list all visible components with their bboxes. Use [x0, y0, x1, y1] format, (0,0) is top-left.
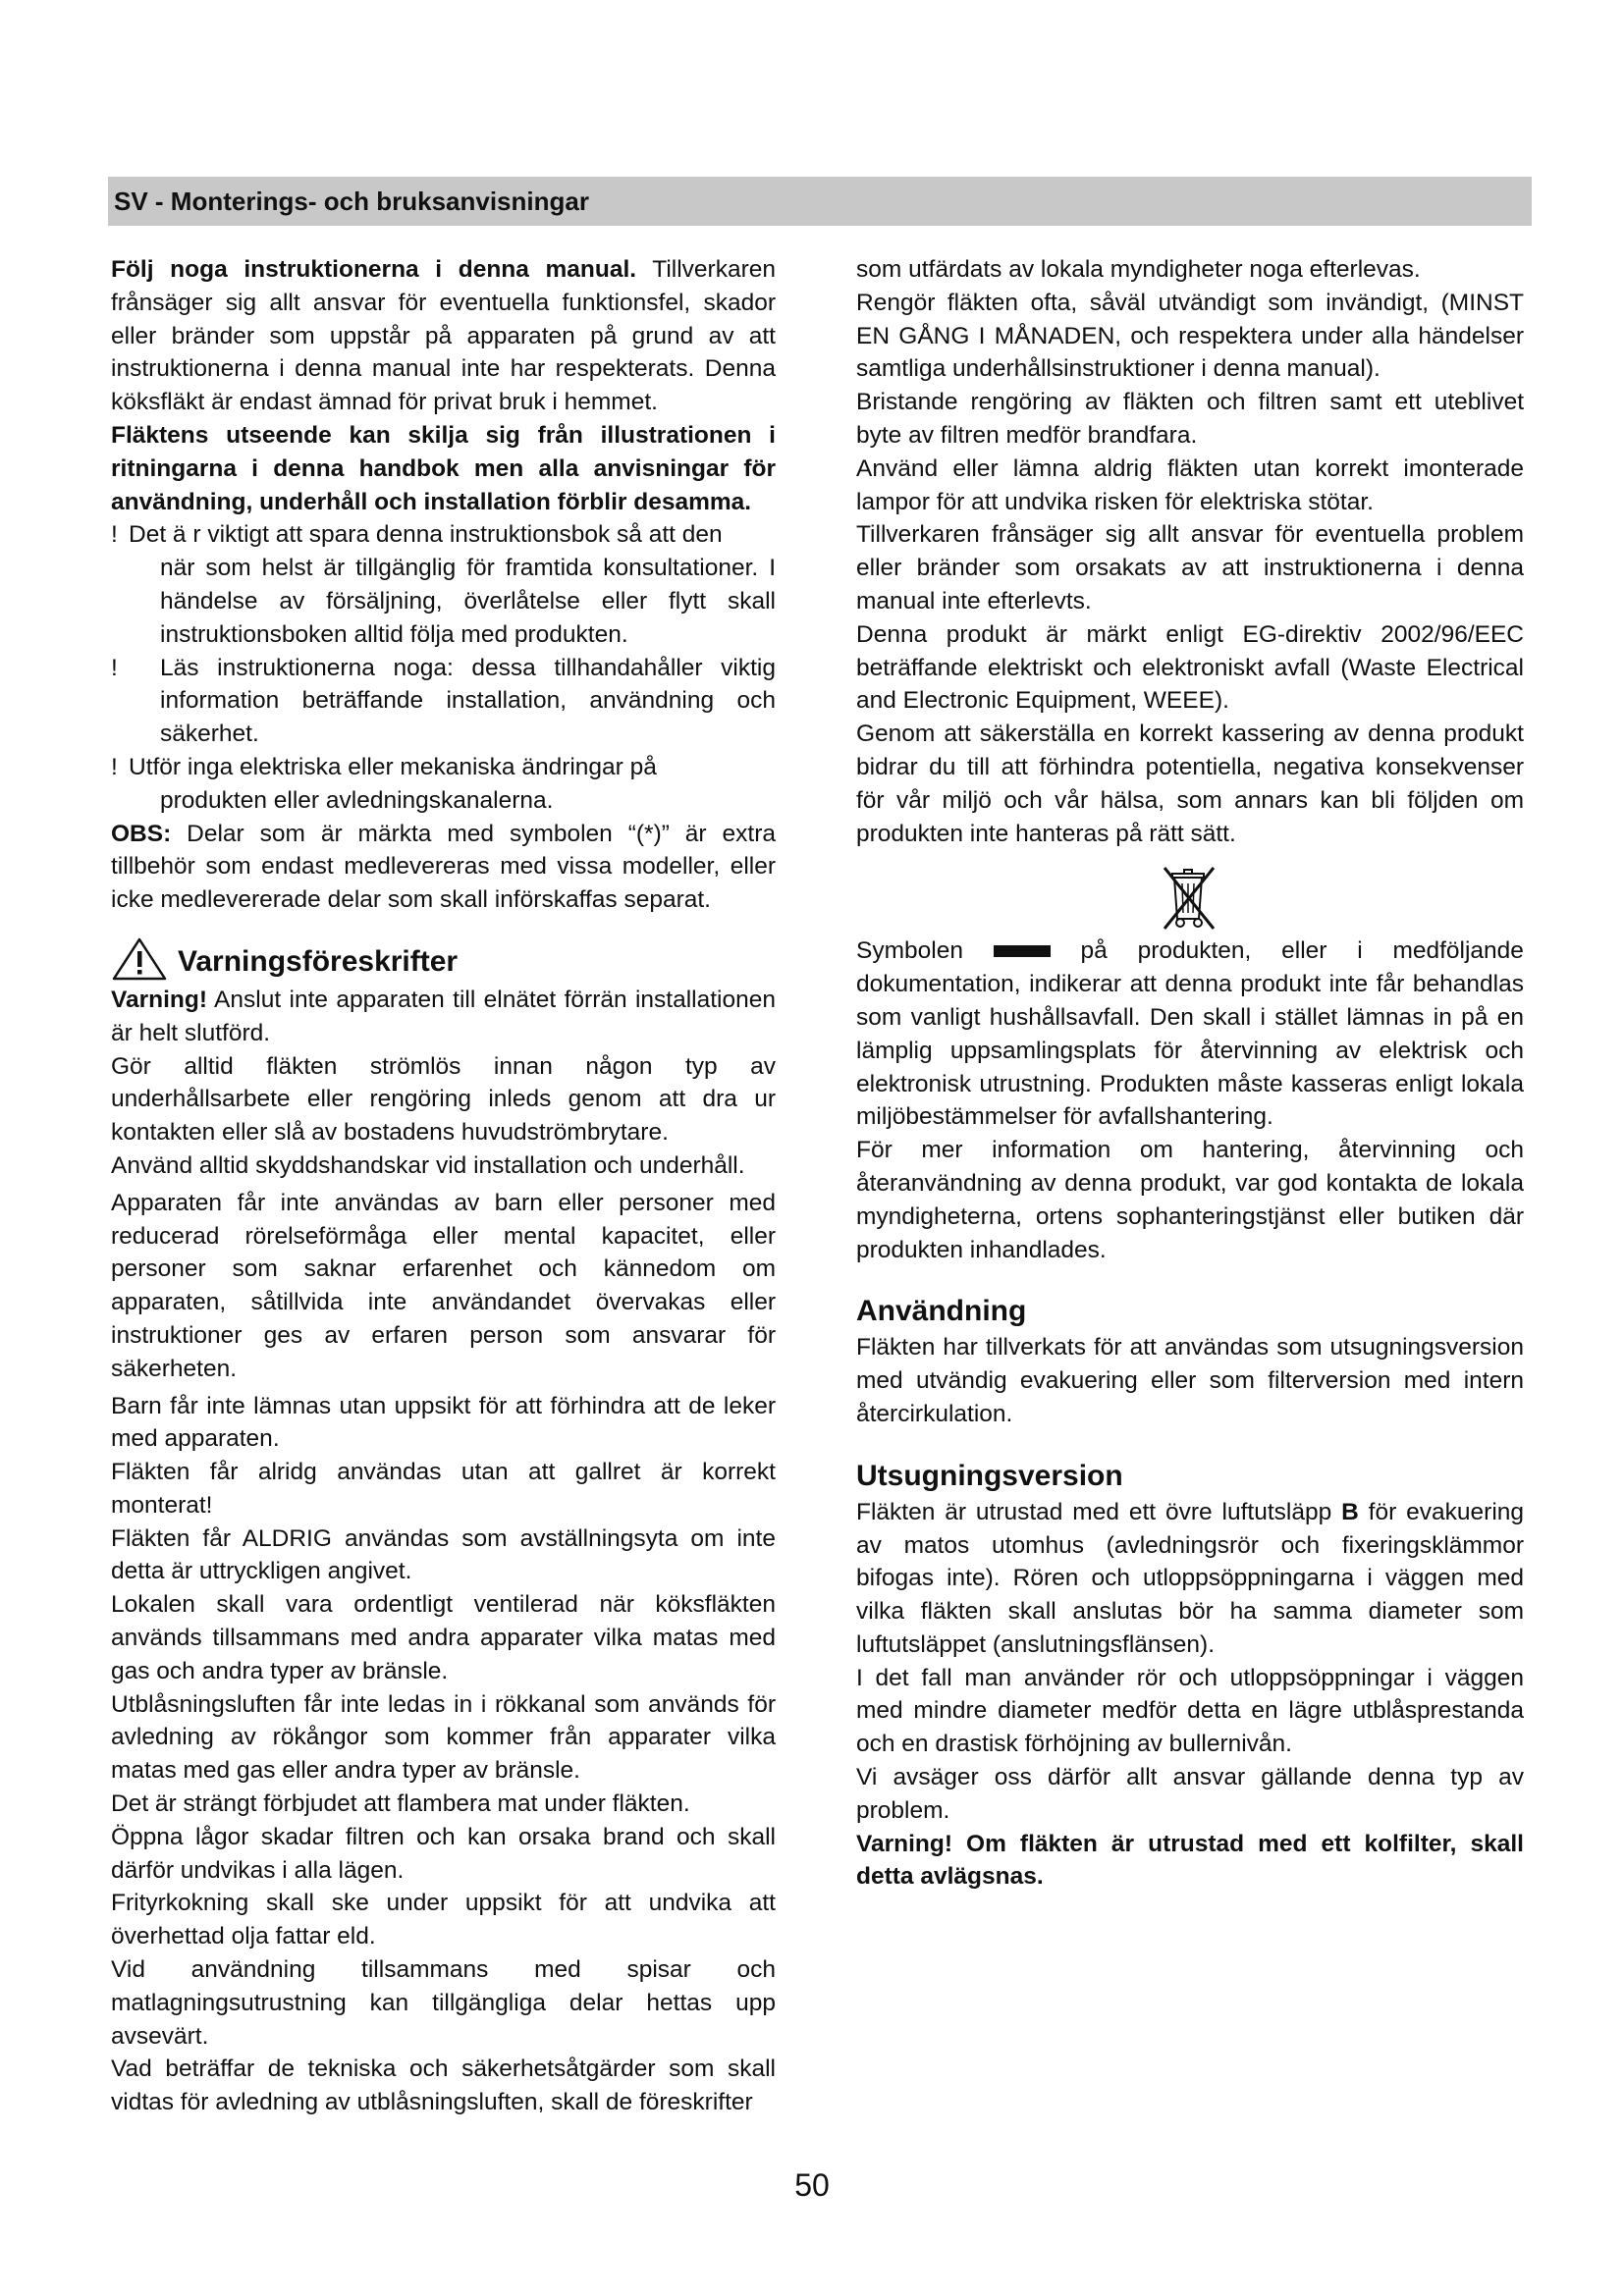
warning-paragraph	[111, 984, 776, 1050]
paragraph: Vid användning tillsammans med spisar och matlagningsutrustning kan tillgängliga delar hettas upp avsevärt.	[111, 1956, 776, 2050]
paragraph: Vad beträffar de tekniska och säkerhetsåtgärder som skall vidtas för avledning av utblåsningsluften, skall de föreskrifter	[111, 2056, 776, 2116]
paragraph: Gör alltid fläkten strömlös innan någon typ av underhållsarbete eller rengöring inleds genom att dra ur kontakten eller slå av bostadens huvudströmbrytare.	[111, 1052, 776, 1147]
exclamation-mark: !	[111, 521, 118, 549]
carbon-filter-warning: Varning! Om fläkten är utrustad med ett kolfilter, skall detta avlägsnas.	[856, 1830, 1524, 1891]
outlet-label: B	[1341, 1498, 1359, 1525]
paragraph: Fläkten får alridg användas utan att gallret är korrekt monterat!	[111, 1459, 776, 1519]
warning-text: Anslut inte apparaten till elnätet förrän installationen är helt slutförd.	[111, 986, 776, 1046]
bullet-first-line: Det ä r viktigt att spara denna instruktionsbok så att den	[129, 521, 723, 549]
bullet-item	[111, 652, 776, 751]
paragraph: Öppna lågor skadar filtren och kan orsaka brand och skall därför undvikas i alla lägen.	[111, 1823, 776, 1884]
page-number: 50	[794, 2167, 830, 2203]
warnings-heading	[111, 936, 776, 982]
more-info-paragraph: För mer information om hantering, återvinning och återanvändning av denna produkt, var god kontakta de lokala myndigheterna, ortens sophanteringstjänst eller butiken där produkten inhandlades.	[856, 1137, 1524, 1263]
exclamation-mark: !	[111, 753, 118, 780]
paragraph: Apparaten får inte användas av barn eller personer med reducerad rörelseförmåga eller mental kapacitet, eller personer som saknar erfarenhet och kännedom om apparaten, såtillvida inte användandet övervakas eller instruktioner ges av erfaren person som ansvarar för säkerheten.	[111, 1189, 776, 1382]
paragraph: Rengör fläkten ofta, såväl utvändigt som invändigt, (MINST EN GÅNG I MÅNADEN, och respektera under alla händelser samtliga underhållsinstruktioner i denna manual).	[856, 289, 1524, 383]
symbol-line	[856, 934, 1524, 968]
intro-paragraph	[111, 253, 776, 419]
symbol-word: produkten,	[1137, 937, 1252, 965]
paragraph: Utblåsningsluften får inte ledas in i rökkanal som används för avledning av rökångor som kommer från apparater vilka matas med gas eller andra typer av bränsle.	[111, 1690, 776, 1785]
weee-symbol-row	[856, 864, 1524, 933]
right-column	[856, 253, 1524, 1894]
paragraph: Använd eller lämna aldrig fläkten utan korrekt imonterade lampor för att undvika risken för elektriska stötar.	[856, 454, 1524, 515]
symbol-word: medföljande	[1392, 937, 1524, 965]
symbol-word: i	[1357, 937, 1363, 965]
appearance-note: Fläktens utseende kan skilja sig från illustrationen i ritningarna i denna handbok men alla anvisningar för användning, underhåll och installation förblir desamma.	[111, 421, 776, 515]
paragraph: Fläkten får ALDRIG användas som avställningsyta om inte detta är uttryckligen angivet.	[111, 1524, 776, 1585]
paragraph: Frityrkokning skall ske under uppsikt för att undvika att överhettad olja fattar eld.	[111, 1890, 776, 1950]
obs-label: OBS:	[111, 820, 172, 847]
page-header	[108, 177, 1532, 226]
page-title: SV - Monterings- och bruksanvisningar	[114, 187, 589, 216]
extraction-paragraph	[856, 1496, 1524, 1662]
paragraph: Använd alltid skyddshandskar vid installation och underhåll.	[111, 1151, 745, 1179]
bullet-continuation: produkten eller avledningskanalerna.	[160, 786, 554, 814]
intro-bold-lead: Följ noga instruktionerna i denna manual.	[111, 256, 637, 283]
obs-paragraph	[111, 818, 776, 917]
crossed-out-bin-icon	[1159, 864, 1221, 933]
symbol-word: på	[1080, 937, 1108, 965]
usage-text: Fläkten har tillverkats för att användas som utsugningsversion med utvändig evakuering eller som filterversion med intern återcirkulation.	[856, 1334, 1524, 1427]
bullet-text: Läs instruktionerna noga: dessa tillhandahåller viktig information beträffande installation, användning och säkerhet.	[160, 654, 776, 748]
paragraph: Det är strängt förbjudet att flambera mat under fläkten.	[111, 1790, 690, 1818]
extraction-title: Utsugningsversion	[856, 1459, 1123, 1492]
obs-text: Delar som är märkta med symbolen “(*)” är extra tillbehör som endast medlevereras med vissa modeller, eller icke medlevererade delar som skall införskaffas separat.	[111, 820, 776, 914]
intro-text: Tillverkaren frånsäger sig allt ansvar för eventuella funktionsfel, skador eller bränder som uppstår på apparaten på grund av att instruktionerna i denna manual inte har respekterats. Denna köksfläkt är endast ämnad för privat bruk i hemmet.	[111, 256, 777, 416]
bullet-first-line: Utför inga elektriska eller mekaniska ändringar på	[129, 753, 657, 780]
paragraph: Barn får inte lämnas utan uppsikt för att förhindra att de leker med apparaten.	[111, 1392, 776, 1453]
symbol-word: Symbolen	[856, 937, 963, 965]
bullet-continuation: när som helst är tillgänglig för framtida konsultationer. I händelse av försäljning, överlåtelse eller flytt skall instruktionsboken alltid följa med produkten.	[160, 555, 776, 648]
warning-triangle-icon	[111, 936, 168, 982]
usage-title: Användning	[856, 1295, 1027, 1328]
paragraph: I det fall man använder rör och utloppsöppningar i väggen med mindre diameter medför detta en lägre utblåsprestanda och en drastisk förhöjning av bullernivån.	[856, 1664, 1524, 1758]
paragraph: Vi avsäger oss därför allt ansvar gällande denna typ av problem.	[856, 1764, 1524, 1824]
warning-label: Varning!	[111, 986, 208, 1013]
black-bar-symbol	[994, 945, 1051, 957]
warnings-title: Varningsföreskrifter	[178, 944, 459, 978]
extraction-text-c: för evakuering av matos utomhus (avledningsrör och fixeringsklämmor bifogas inte). Rören och utloppsöppningarna i väggen med vilka fläkten skall anslutas bör ha samma diameter som luftutsläppet (anslutningsflänsen).	[856, 1498, 1525, 1658]
paragraph: Lokalen skall vara ordentligt ventilerad när köksfläkten används tillsammans med andra apparater vilka matas med gas och andra typer av bränsle.	[111, 1591, 776, 1684]
bullet-item	[111, 751, 776, 784]
symbol-explanation: dokumentation, indikerar att denna produkt inte får behandlas som vanligt hushållsavfall. Den skall i stället lämnas in på en lämplig uppsamlingsplats för återvinning av elektrisk och elektronisk utrustning. Produkten måste kasseras enligt lokala miljöbestämmelser för avfallshantering.	[856, 971, 1524, 1131]
bullet-item	[111, 518, 776, 552]
paragraph: som utfärdats av lokala myndigheter noga efterlevas.	[856, 256, 1421, 283]
left-column	[111, 253, 776, 2119]
paragraph: Tillverkaren frånsäger sig allt ansvar för eventuella problem eller bränder som orsakats av att instruktionerna i denna manual inte efterlevts.	[856, 521, 1524, 614]
paragraph: Bristande rengöring av fläkten och filtren samt ett uteblivet byte av filtren medför brandfara.	[856, 389, 1524, 449]
paragraph: Genom att säkerställa en korrekt kassering av denna produkt bidrar du till att förhindra potentiella, negativa konsekvenser för vår miljö och vår hälsa, som annars kan bli följden om produkten inte hanteras på rätt sätt.	[856, 721, 1524, 847]
paragraph: Denna produkt är märkt enligt EG-direktiv 2002/96/EEC beträffande elektriskt och elektroniskt avfall (Waste Electrical and Electronic Equipment, WEEE).	[856, 620, 1524, 715]
symbol-word: eller	[1281, 937, 1327, 965]
extraction-text-a: Fläkten är utrustad med ett övre luftutsläpp	[856, 1498, 1342, 1525]
exclamation-mark: !	[111, 654, 118, 681]
